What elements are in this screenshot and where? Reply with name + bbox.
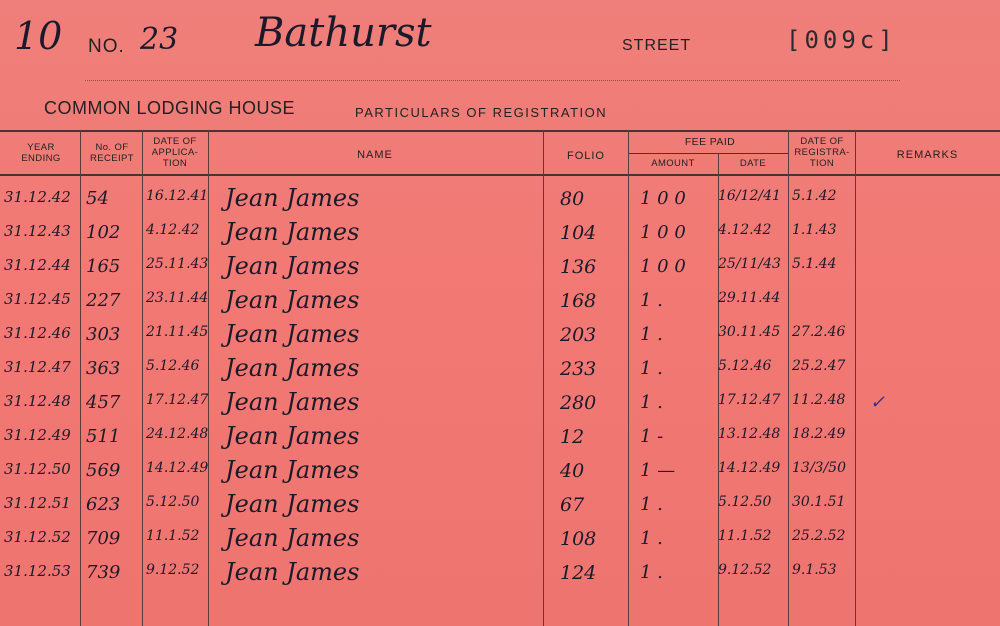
application-date: 16.12.41 <box>146 188 209 204</box>
year-ending: 31.12.52 <box>4 528 71 546</box>
table-row <box>0 184 1000 218</box>
registration-date: 13/3/50 <box>792 460 846 476</box>
receipt-number: 363 <box>86 358 121 379</box>
receipt-number: 457 <box>86 392 121 413</box>
header-name: NAME <box>357 149 393 161</box>
application-date: 25.11.43 <box>146 256 209 272</box>
table-row <box>0 286 1000 320</box>
remarks: ✓ <box>870 392 886 413</box>
table-row <box>0 558 1000 592</box>
header-receipt: No. OF RECEIPT <box>90 142 134 164</box>
table-row <box>0 456 1000 490</box>
fee-date: 9.12.52 <box>718 562 772 578</box>
fee-subheader-rule <box>628 153 788 154</box>
folio-number: 203 <box>560 324 597 346</box>
application-date: 24.12.48 <box>146 426 209 442</box>
fee-date: 25/11/43 <box>718 256 781 272</box>
fee-date: 16/12/41 <box>718 188 781 204</box>
table-top-rule <box>0 130 1000 132</box>
year-ending: 31.12.49 <box>4 426 71 444</box>
header-application: DATE OF APPLICA-TION <box>151 136 199 169</box>
year-ending: 31.12.48 <box>4 392 71 410</box>
name-entry: Jean James <box>225 218 360 246</box>
year-ending: 31.12.51 <box>4 494 71 512</box>
header-registration: DATE OF REGISTRA-TION <box>794 136 850 169</box>
fee-date: 17.12.47 <box>718 392 781 408</box>
fee-amount: 1 . <box>640 358 663 379</box>
folio-number: 67 <box>560 494 585 516</box>
receipt-number: 165 <box>86 256 121 277</box>
receipt-number: 102 <box>86 222 121 243</box>
application-date: 9.12.52 <box>146 562 200 578</box>
name-entry: Jean James <box>225 286 360 314</box>
table-row <box>0 252 1000 286</box>
fee-amount: 1 . <box>640 494 663 515</box>
folio-number: 104 <box>560 222 597 244</box>
registration-date: 11.2.48 <box>792 392 846 408</box>
fee-amount: 1 0 0 <box>640 256 686 277</box>
fee-amount: 1 . <box>640 562 663 583</box>
folio-number: 80 <box>560 188 585 210</box>
receipt-number: 303 <box>86 324 121 345</box>
receipt-number: 54 <box>86 188 109 209</box>
folio-number: 108 <box>560 528 597 550</box>
registration-table <box>0 130 1000 626</box>
folio-number: 136 <box>560 256 597 278</box>
name-entry: Jean James <box>225 320 360 348</box>
name-entry: Jean James <box>225 388 360 416</box>
folio-number: 280 <box>560 392 597 414</box>
fee-date: 30.11.45 <box>718 324 781 340</box>
table-row <box>0 524 1000 558</box>
receipt-number: 623 <box>86 494 121 515</box>
folio-number: 124 <box>560 562 597 584</box>
registration-date: 25.2.47 <box>792 358 846 374</box>
registration-date: 25.2.52 <box>792 528 846 544</box>
card-subtitle: PARTICULARS OF REGISTRATION <box>355 105 608 120</box>
receipt-number: 739 <box>86 562 121 583</box>
receipt-number: 709 <box>86 528 121 549</box>
header-year: YEAR ENDING <box>21 142 61 164</box>
fee-amount: 1 . <box>640 290 663 311</box>
header-amount: AMOUNT <box>651 158 695 169</box>
fee-date: 4.12.42 <box>718 222 772 238</box>
number-label: NO. <box>88 36 125 57</box>
fee-date: 13.12.48 <box>718 426 781 442</box>
folio-number: 168 <box>560 290 597 312</box>
registration-date: 27.2.46 <box>792 324 846 340</box>
registration-date: 5.1.44 <box>792 256 837 272</box>
fee-amount: 1 — <box>640 460 676 481</box>
application-date: 11.1.52 <box>146 528 200 544</box>
registration-date: 30.1.51 <box>792 494 846 510</box>
header-divider <box>85 80 900 81</box>
year-ending: 31.12.50 <box>4 460 71 478</box>
receipt-number: 511 <box>86 426 121 447</box>
table-header-rule <box>0 174 1000 176</box>
name-entry: Jean James <box>225 422 360 450</box>
folio-number: 233 <box>560 358 597 380</box>
application-date: 4.12.42 <box>146 222 200 238</box>
year-ending: 31.12.44 <box>4 256 71 274</box>
name-entry: Jean James <box>225 524 360 552</box>
header-fee-date: DATE <box>739 158 767 169</box>
fee-amount: 1 0 0 <box>640 188 686 209</box>
year-ending: 31.12.43 <box>4 222 71 240</box>
house-number: 23 <box>140 22 179 57</box>
reference-code: [009c] <box>786 26 897 54</box>
header-remarks: REMARKS <box>896 149 959 161</box>
table-row <box>0 320 1000 354</box>
street-name: Bathurst <box>255 10 432 56</box>
header-fee-paid: FEE PAID <box>684 136 736 148</box>
receipt-number: 227 <box>86 290 121 311</box>
application-date: 5.12.50 <box>146 494 200 510</box>
registration-date: 18.2.49 <box>792 426 846 442</box>
fee-date: 11.1.52 <box>718 528 772 544</box>
fee-date: 14.12.49 <box>718 460 781 476</box>
name-entry: Jean James <box>225 456 360 484</box>
name-entry: Jean James <box>225 490 360 518</box>
folio-number: 40 <box>560 460 585 482</box>
header-folio: FOLIO <box>566 150 605 162</box>
card-title: COMMON LODGING HOUSE <box>44 98 296 118</box>
table-row <box>0 388 1000 422</box>
year-ending: 31.12.53 <box>4 562 71 580</box>
name-entry: Jean James <box>225 184 360 212</box>
fee-date: 29.11.44 <box>718 290 781 306</box>
year-ending: 31.12.46 <box>4 324 71 342</box>
fee-amount: 1 - <box>640 426 664 447</box>
fee-amount: 1 . <box>640 324 663 345</box>
registration-date: 5.1.42 <box>792 188 837 204</box>
receipt-number: 569 <box>86 460 121 481</box>
table-row <box>0 354 1000 388</box>
fee-date: 5.12.50 <box>718 494 772 510</box>
year-ending: 31.12.45 <box>4 290 71 308</box>
fee-date: 5.12.46 <box>718 358 772 374</box>
application-date: 14.12.49 <box>146 460 209 476</box>
application-date: 17.12.47 <box>146 392 209 408</box>
handwritten-mark: 10 <box>14 14 63 58</box>
name-entry: Jean James <box>225 558 360 586</box>
name-entry: Jean James <box>225 354 360 382</box>
table-row <box>0 422 1000 456</box>
registration-date: 9.1.53 <box>792 562 837 578</box>
folio-number: 12 <box>560 426 585 448</box>
registration-date: 1.1.43 <box>792 222 837 238</box>
year-ending: 31.12.47 <box>4 358 71 376</box>
table-row <box>0 490 1000 524</box>
application-date: 23.11.44 <box>146 290 209 306</box>
fee-amount: 1 . <box>640 528 663 549</box>
application-date: 21.11.45 <box>146 324 209 340</box>
application-date: 5.12.46 <box>146 358 200 374</box>
fee-amount: 1 . <box>640 392 663 413</box>
name-entry: Jean James <box>225 252 360 280</box>
street-label: STREET <box>622 37 692 54</box>
table-row <box>0 218 1000 252</box>
year-ending: 31.12.42 <box>4 188 71 206</box>
fee-amount: 1 0 0 <box>640 222 686 243</box>
